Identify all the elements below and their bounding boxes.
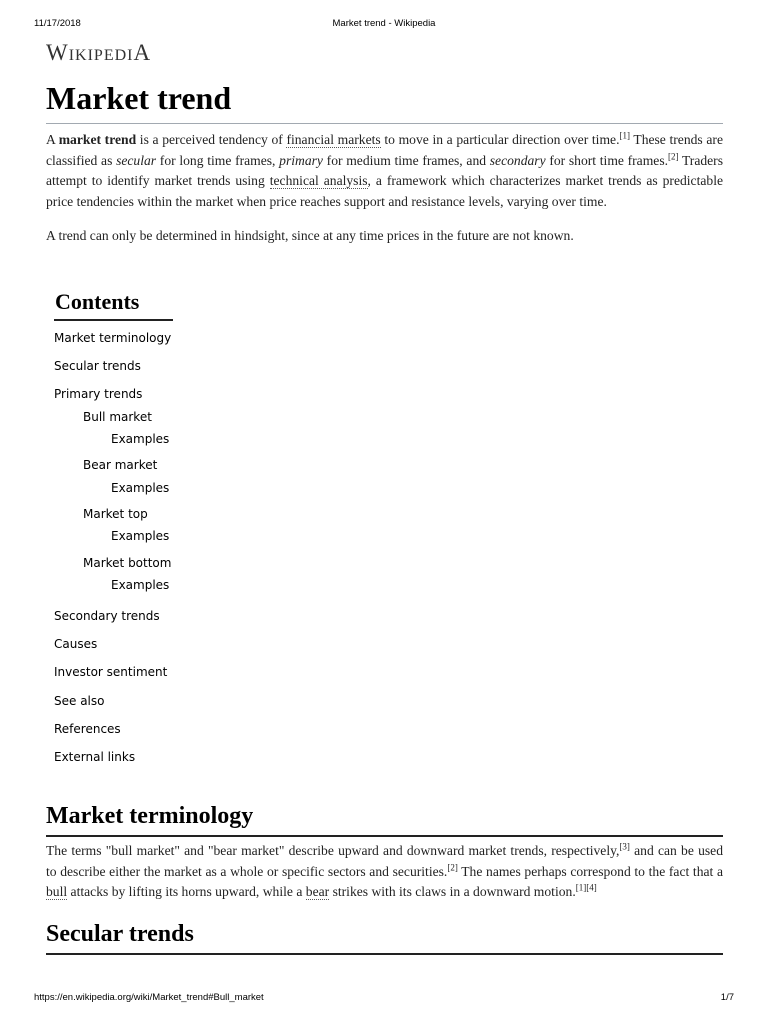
- toc-item-bear-examples[interactable]: Examples: [111, 481, 170, 495]
- toc-item-external-links[interactable]: External links: [54, 750, 136, 764]
- intro-paragraph-2: A trend can only be determined in hindsight, since at any time prices in the future are not known.: [46, 228, 574, 243]
- italic-term: primary: [279, 152, 323, 168]
- toc-item-secular-trends[interactable]: Secular trends: [54, 359, 141, 373]
- toc-item-bull-examples[interactable]: Examples: [111, 432, 170, 446]
- citation-2b[interactable]: [2]: [447, 861, 458, 872]
- toc-item-see-also[interactable]: See also: [54, 694, 105, 708]
- print-footer: [0, 992, 768, 1006]
- text-run: strikes with its claws in a downward motion.: [329, 884, 576, 899]
- link-bull[interactable]: bull: [46, 884, 68, 899]
- print-page-title: Market trend - Wikipedia: [332, 18, 436, 29]
- toc-item-bull-market[interactable]: Bull market: [83, 410, 152, 424]
- text-run: These trends are classified as: [46, 132, 723, 168]
- print-page-number: 1/7: [720, 992, 734, 1003]
- toc-item-market-terminology[interactable]: Market terminology: [54, 331, 172, 345]
- toc-item-market-top[interactable]: Market top: [83, 507, 148, 521]
- text-run: attacks by lifting its horns upward, while a: [67, 884, 306, 899]
- toc-item-bottom-examples[interactable]: Examples: [111, 578, 170, 592]
- text-run: for medium time frames, and: [322, 152, 490, 168]
- contents-title: Contents: [55, 289, 140, 314]
- italic-term: secondary: [489, 152, 546, 168]
- citation-3[interactable]: [3]: [619, 841, 630, 852]
- print-header: [0, 18, 768, 32]
- contents-underline: [54, 319, 173, 321]
- toc-item-market-bottom[interactable]: Market bottom: [83, 556, 172, 570]
- citation-1-4[interactable]: [1][4]: [575, 882, 597, 893]
- link-technical-analysis[interactable]: technical analysis: [269, 173, 368, 188]
- toc-item-references[interactable]: References: [54, 722, 121, 736]
- toc-item-primary-trends[interactable]: Primary trends: [54, 387, 143, 401]
- section-divider: [46, 953, 723, 955]
- citation-1[interactable]: [1]: [619, 130, 630, 141]
- text-run: is a perceived tendency of: [136, 132, 287, 147]
- link-bear[interactable]: bear: [305, 884, 330, 899]
- italic-term: secular: [116, 152, 157, 168]
- text-run: A: [46, 132, 59, 147]
- print-url: https://en.wikipedia.org/wiki/Market_trend#Bull_market: [34, 992, 264, 1003]
- print-date: 11/17/2018: [34, 18, 81, 29]
- page-title: Market trend: [46, 80, 232, 116]
- text-run: for short time frames.: [545, 152, 669, 168]
- text-run: and can be used to describe either the market as a whole or specific sectors and securities.: [46, 843, 723, 879]
- bold-term: market trend: [58, 132, 137, 147]
- section-heading-secular-trends: Secular trends: [46, 921, 194, 947]
- toc-item-causes[interactable]: Causes: [54, 637, 98, 651]
- citation-2[interactable]: [2]: [668, 150, 679, 161]
- toc-item-investor-sentiment[interactable]: Investor sentiment: [54, 665, 168, 679]
- wikipedia-wordmark[interactable]: WikipediA: [46, 40, 152, 65]
- section-divider: [46, 835, 723, 837]
- text-run: The terms "bull market" and "bear market" describe upward and downward market trends, respectively,: [46, 843, 620, 858]
- title-divider: [46, 123, 723, 124]
- text-run: for long time frames,: [156, 152, 280, 168]
- link-financial-markets[interactable]: financial markets: [286, 132, 381, 147]
- intro-paragraph: [46, 130, 723, 212]
- text-run: Traders attempt to identify market trends using: [46, 152, 724, 188]
- text-run: , a framework which characterizes market trends as predictable price tendencies within the market when price reaches support and resistance levels, varying over time.: [46, 173, 723, 209]
- text-run: The names perhaps correspond to the fact that a: [457, 863, 723, 879]
- market-terminology-paragraph: [46, 841, 723, 903]
- section-heading-market-terminology: Market terminology: [46, 803, 254, 829]
- text-run: to move in a particular direction over time.: [380, 132, 620, 147]
- toc-item-secondary-trends[interactable]: Secondary trends: [54, 609, 160, 623]
- toc-item-top-examples[interactable]: Examples: [111, 529, 170, 543]
- toc-item-bear-market[interactable]: Bear market: [83, 458, 158, 472]
